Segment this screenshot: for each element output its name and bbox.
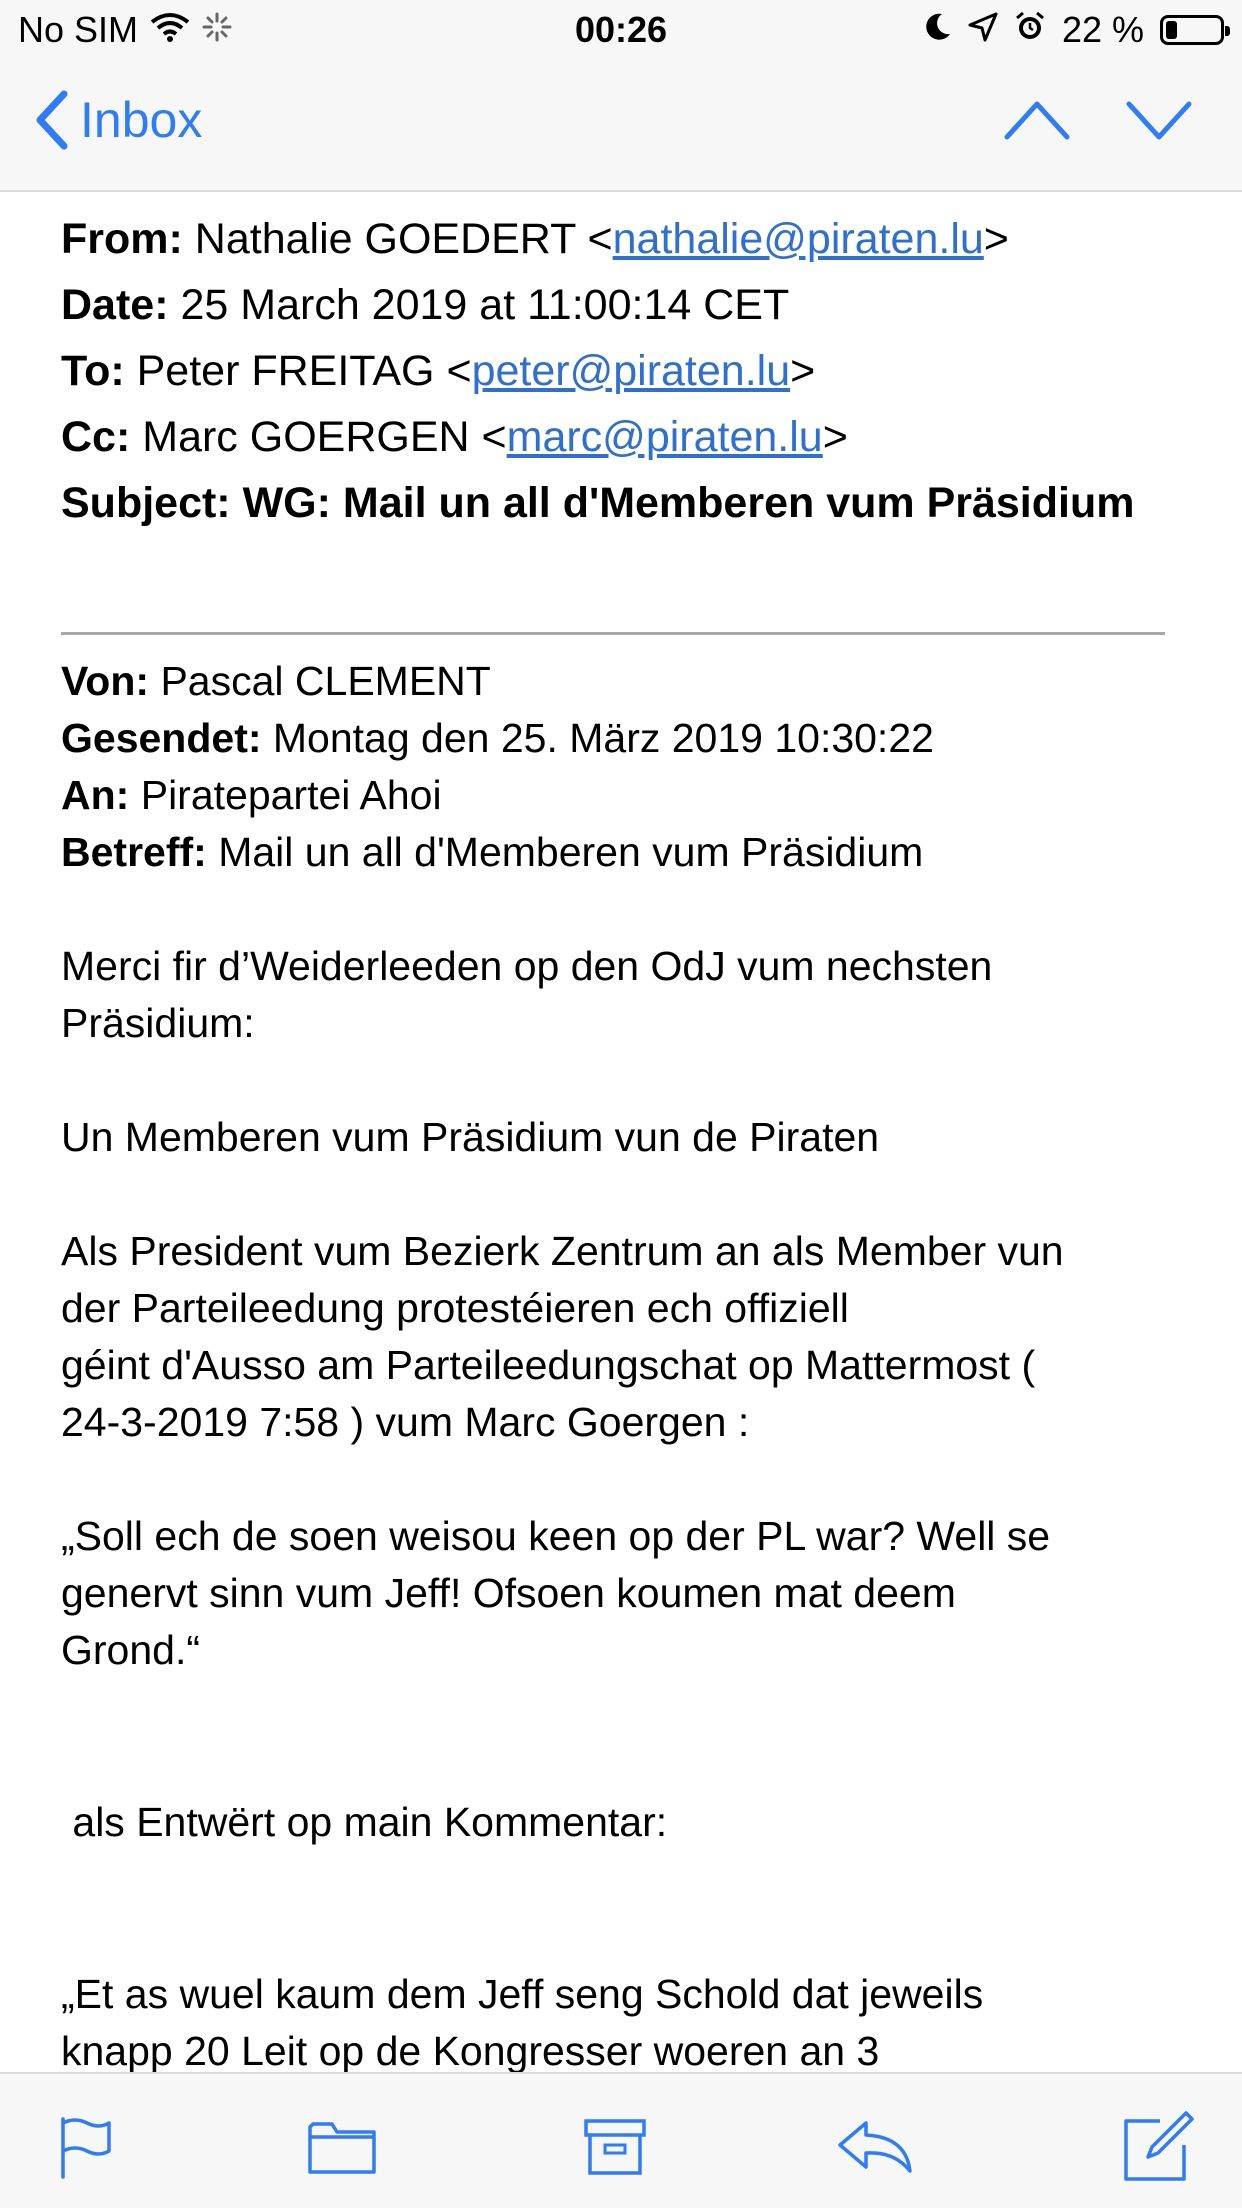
status-left [18, 9, 232, 51]
battery-icon [1160, 15, 1224, 45]
betreff-row [61, 824, 1191, 881]
back-label: Inbox [80, 92, 203, 148]
status-time: 00:26 [574, 9, 668, 50]
location-icon [968, 9, 998, 51]
alarm-icon [1014, 9, 1046, 51]
von-row [61, 653, 1191, 710]
message-header [61, 206, 1191, 536]
moon-icon [924, 9, 952, 51]
from-name: Nathalie GOEDERT < [194, 215, 613, 263]
betreff-label: Betreff: [61, 829, 207, 875]
folder-icon [307, 2119, 377, 2175]
battery-percent: 22 % [1061, 9, 1144, 50]
body-line: als Entwërt op main Kommentar: [61, 1799, 668, 1845]
wifi-icon [150, 9, 190, 51]
from-email-link[interactable]: nathalie@piraten.lu [612, 215, 984, 263]
gesendet-row [61, 710, 1191, 767]
to-name: Peter FREITAG < [136, 347, 472, 395]
back-to-inbox-button[interactable] [34, 90, 202, 150]
an-row [61, 767, 1191, 824]
reply-icon [836, 2119, 916, 2175]
body-line: Grond.“ [61, 1627, 200, 1673]
cc-close: > [822, 413, 848, 461]
battery-level [1166, 21, 1177, 39]
cc-row [61, 404, 1191, 470]
status-bar [0, 0, 1242, 60]
flag-icon [55, 2115, 115, 2179]
gesendet-value: Montag den 25. März 2019 10:30:22 [272, 715, 934, 761]
to-close: > [790, 347, 816, 395]
activity-spinner-icon [202, 9, 232, 51]
archive-icon [583, 2117, 647, 2177]
cc-name: Marc GOERGEN < [142, 413, 507, 461]
move-to-folder-button[interactable] [302, 2112, 382, 2182]
subject-row [61, 470, 1191, 536]
body-line: Un Memberen vum Präsidium vun de Piraten [61, 1114, 880, 1160]
header-divider [61, 632, 1165, 635]
chevron-left-icon [34, 90, 68, 150]
subject-label: Subject: [61, 479, 231, 527]
date-row [61, 272, 1191, 338]
body-line: knapp 20 Leit op de Kongresser woeren an 3 [61, 2028, 880, 2072]
an-value: Piratepartei Ahoi [140, 772, 442, 818]
status-right [924, 9, 1224, 51]
body-line: Merci fir d’Weiderleeden op den OdJ vum nechsten [61, 943, 993, 989]
to-row [61, 338, 1191, 404]
an-label: An: [61, 772, 130, 818]
forwarded-header [61, 653, 1191, 881]
gesendet-label: Gesendet: [61, 715, 262, 761]
date-value: 25 March 2019 at 11:00:14 CET [180, 281, 790, 329]
chevron-down-icon [1126, 100, 1192, 140]
to-label: To: [61, 347, 125, 395]
cc-label: Cc: [61, 413, 131, 461]
subject-value: WG: Mail un all d'Memberen vum Präsidium [242, 479, 1135, 527]
message-body [61, 881, 1191, 2072]
von-label: Von: [61, 658, 150, 704]
von-value: Pascal CLEMENT [160, 658, 491, 704]
from-row [61, 206, 1191, 272]
navigation-bar [0, 60, 1242, 192]
betreff-value: Mail un all d'Memberen vum Präsidium [218, 829, 924, 875]
carrier-label: No SIM [18, 9, 139, 50]
message-content [61, 192, 1191, 2072]
next-message-button[interactable] [1126, 100, 1192, 145]
cc-email-link[interactable]: marc@piraten.lu [506, 413, 823, 461]
body-line: géint d'Ausso am Parteileedungschat op Mattermost ( [61, 1342, 1036, 1388]
body-line: Als President vum Bezierk Zentrum an als Member vun [61, 1228, 1064, 1274]
bottom-toolbar [0, 2072, 1242, 2208]
from-close: > [983, 215, 1009, 263]
compose-button[interactable] [1118, 2112, 1198, 2182]
body-line: 24-3-2019 7:58 ) vum Marc Goergen : [61, 1399, 750, 1445]
archive-button[interactable] [575, 2112, 655, 2182]
chevron-up-icon [1004, 100, 1070, 140]
body-line: „Soll ech de soen weisou keen op der PL war? Well se [61, 1513, 1051, 1559]
from-label: From: [61, 215, 183, 263]
message-navigation [1004, 100, 1192, 145]
previous-message-button[interactable] [1004, 100, 1070, 145]
reply-button[interactable] [836, 2112, 916, 2182]
flag-button[interactable] [45, 2112, 125, 2182]
date-label: Date: [61, 281, 169, 329]
to-email-link[interactable]: peter@piraten.lu [471, 347, 791, 395]
body-line: „Et as wuel kaum dem Jeff seng Schold dat jeweils [61, 1971, 984, 2017]
compose-icon [1120, 2109, 1196, 2185]
body-line: genervt sinn vum Jeff! Ofsoen koumen mat deem [61, 1570, 956, 1616]
body-line: der Parteileedung protestéieren ech offiziell [61, 1285, 849, 1331]
body-line: Präsidium: [61, 1000, 255, 1046]
